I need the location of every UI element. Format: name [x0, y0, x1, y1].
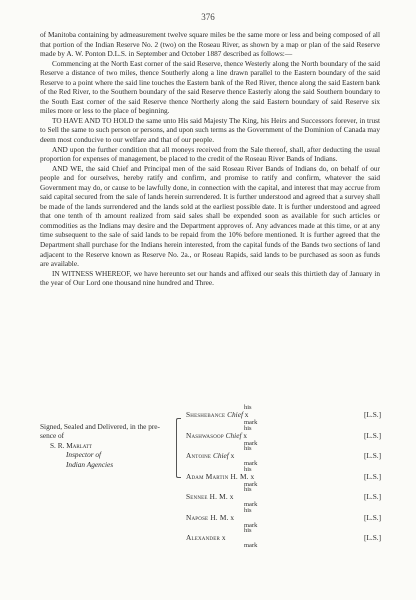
- paragraph-to-have-and-to-hold: TO HAVE AND TO HOLD the same unto His said Majesty The King, his Heirs and Successors forever, in trust to Sell the same to such person or persons, and upon such terms as the Government of the Dominion of Canada may deem most conducive to our welfare and that of our people.: [40, 115, 380, 145]
- signatory-x-mark: x: [230, 451, 235, 460]
- paragraph-boundary-description: Commencing at the North East corner of the said Reserve, thence Westerly along the North boundary of the said Reserve a distance of two miles, thence Southerly along a line drawn parallel to the Eastern boundary of the said Reserve to a point where the said line touches the Eastern bank of the Red River, thence along the said Eastern bank of the Red River, to the Southern boundary of the said Reserve thence Easterly along the said Southern boundary to the South East corner of the said Reserve thence Northerly along the said Eastern boundary of said Reserve six miles more or less to the place of beginning.: [40, 58, 380, 116]
- paragraph-ratification: AND WE, the said Chief and Principal men of the said Roseau River Bands of Indians do, on behalf of our people and for ourselves, hereby ratify and confirm, and promise to ratify and confirm, whatever the said Government may do, or cause to be lawfully done, in connection with the capital, and interest that may accrue from said capital secured from the sale of lands herein surrendered. It is further understood and agreed that a survey shall be made of the lands surrendered and the lands sold at the earliest possible date. It is further understood and agreed that one tenth of th amount realized from said sales shall be expended soon as available for such articles or commodities as the Indians may desire and the Department approves of. Any advances made at this time, or at any time subsequent to the sale of said lands to be repaid from the 10% before mentioned. It is further agreed that the Department shall purchase for the Indians herein interested, from the capital funds of the Bands two sections of land adjacent to the Reserve known as Reserve No. 2a., or Roseau Rapids, said lands to be purchased as soon as funds are available.: [40, 163, 380, 269]
- signatory-name: Nashwasoop: [186, 430, 224, 440]
- witness-block: [40, 422, 170, 469]
- witness-line-2: sence of: [40, 431, 65, 441]
- signatory-name-line: [186, 452, 234, 460]
- seal-marker: [L.S.]: [364, 430, 382, 440]
- signatory-mark: mark: [244, 460, 258, 467]
- seal-marker: [L.S.]: [364, 451, 382, 460]
- witness-title-1: Inspector of: [66, 450, 102, 460]
- signatory-role: Chief: [227, 410, 243, 419]
- signatory-mark: mark: [244, 419, 258, 426]
- signatory-name-line: [186, 493, 233, 501]
- signatory-mark: mark: [244, 542, 258, 549]
- signatory-row: [186, 425, 386, 446]
- signatory-list: [186, 404, 386, 548]
- signatory-mark: mark: [244, 501, 258, 508]
- signatory-row: [186, 404, 386, 425]
- signatory-mark: mark: [244, 480, 258, 488]
- seal-marker: [L.S.]: [364, 471, 382, 481]
- paragraph-in-witness-whereof: IN WITNESS WHEREOF, we have hereunto set our hands and affixed our seals this thirtieth day of January in the year of Our Lord one thousand nine hundred and Three.: [40, 268, 380, 288]
- seal-marker: [L.S.]: [364, 492, 382, 501]
- signatory-name-line: [186, 534, 226, 542]
- document-body: [40, 30, 380, 288]
- signatory-his: his: [244, 445, 252, 452]
- witness-title-2: Indian Agencies: [66, 459, 114, 469]
- signatory-row: [186, 486, 386, 507]
- signatory-x-mark: x: [250, 471, 255, 481]
- signatory-row: [186, 445, 386, 466]
- signatory-name: Sheshebance: [186, 410, 226, 419]
- signatory-his: his: [244, 465, 252, 473]
- signatory-mark: mark: [244, 439, 258, 447]
- signatory-his: his: [244, 486, 252, 493]
- paragraph-property-description: of Manitoba containing by admeasurement twelve square miles be the same more or less and being composed of all that portion of the Indian Reserve No. 2 (two) on the Roseau River, as shown by a map or plan of the said Reserve made by A. W. Ponton D.L.S. in September and October 1887 described as follows:—: [40, 30, 380, 59]
- signatory-his: his: [244, 527, 252, 534]
- paragraph-sale-condition: AND upon the further condition that all moneys received from the Sale thereof, shall, after deducting the usual proportion for expenses of management, be placed to the credit of the Roseau River Bands of Indians.: [40, 144, 380, 164]
- seal-marker: [L.S.]: [364, 533, 382, 542]
- signatory-role: Chief: [213, 451, 229, 460]
- signatory-name: Alexander: [186, 533, 221, 542]
- signatory-his: his: [244, 424, 252, 432]
- signatory-x-mark: x: [244, 410, 249, 419]
- signatory-role: Chief: [225, 430, 242, 440]
- signatory-his: his: [244, 506, 252, 514]
- signatory-name: Adam Martin H. M.: [186, 471, 249, 481]
- signatory-x-mark: x: [243, 430, 247, 440]
- signatory-x-mark: x: [229, 492, 234, 501]
- signatory-name-line: [186, 411, 248, 419]
- signatory-name: Sennee H. M.: [186, 492, 228, 501]
- signatory-name-line: [186, 514, 234, 522]
- signatory-row: [186, 527, 386, 548]
- signatory-name-line: [186, 432, 247, 440]
- brace-divider: [176, 418, 181, 478]
- page-number: 376: [201, 12, 215, 22]
- seal-marker: [L.S.]: [364, 512, 382, 522]
- signatory-row: [186, 466, 386, 487]
- seal-marker: [L.S.]: [364, 410, 382, 419]
- signatory-name: Napose H. M.: [186, 512, 229, 522]
- signatory-x-mark: x: [230, 512, 235, 522]
- signatory-name-line: [186, 473, 254, 481]
- signatory-row: [186, 507, 386, 528]
- witness-name: S. R. Marlatt: [50, 440, 92, 450]
- signatory-his: his: [244, 404, 252, 411]
- signatory-x-mark: x: [221, 533, 226, 542]
- signatory-mark: mark: [244, 521, 258, 529]
- signatory-name: Antoine: [186, 451, 212, 460]
- witness-line-1: Signed, Sealed and Delivered, in the pre-: [40, 422, 160, 431]
